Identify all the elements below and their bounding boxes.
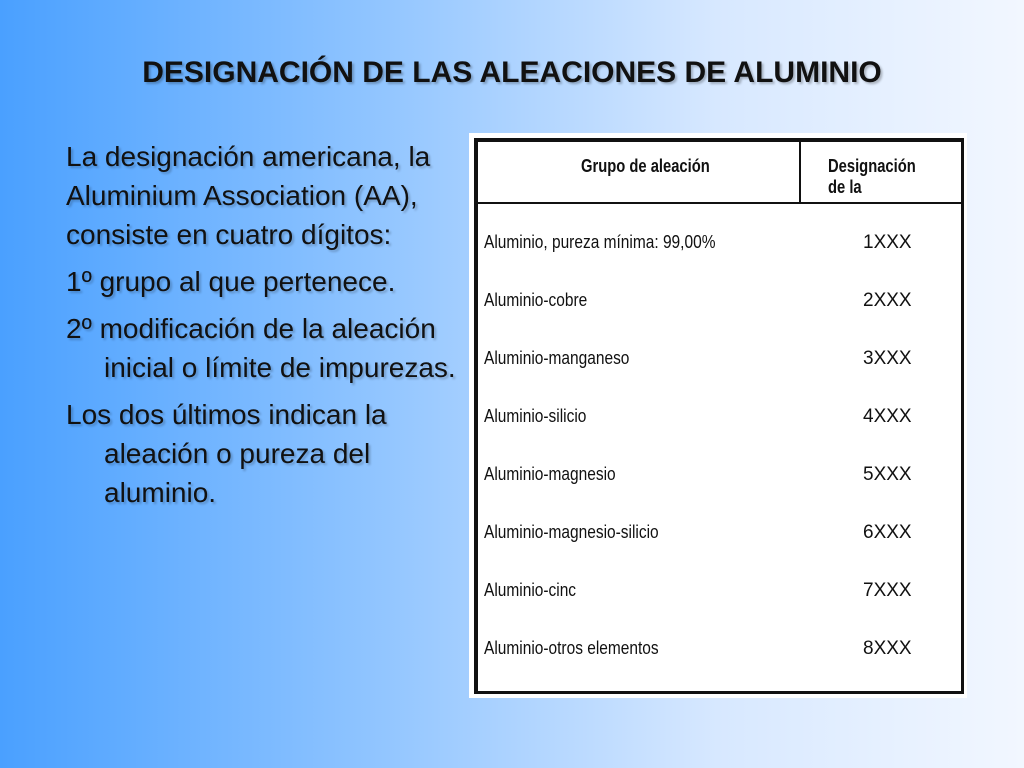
row-designation: 4XXX bbox=[863, 406, 912, 427]
table-row bbox=[478, 232, 961, 290]
row-designation: 7XXX bbox=[863, 580, 912, 601]
row-designation: 3XXX bbox=[863, 348, 912, 369]
row-group-name: Aluminio-magnesio bbox=[484, 464, 616, 484]
row-group-name: Aluminio-cobre bbox=[484, 290, 588, 310]
table-column-divider bbox=[799, 142, 801, 204]
row-designation: 2XXX bbox=[863, 290, 912, 311]
row-group-name: Aluminio-manganeso bbox=[484, 348, 630, 368]
paragraph-last-digits: Los dos últimos indican la aleación o pureza del aluminio. bbox=[66, 399, 387, 508]
row-designation: 5XXX bbox=[863, 464, 912, 485]
row-designation: 8XXX bbox=[863, 638, 912, 659]
table-frame bbox=[474, 138, 964, 694]
table-row bbox=[478, 580, 961, 638]
table-row bbox=[478, 290, 961, 348]
row-group-name: Aluminio-otros elementos bbox=[484, 638, 659, 658]
paragraph-first-digit: 1º grupo al que pertenece. bbox=[66, 266, 396, 297]
table-header-divider bbox=[478, 202, 961, 204]
table-row bbox=[478, 464, 961, 522]
table-row bbox=[478, 406, 961, 464]
table-row bbox=[478, 522, 961, 580]
row-group-name: Aluminio, pureza mínima: 99,00% bbox=[484, 232, 716, 252]
table-row bbox=[478, 348, 961, 406]
table-header-group: Grupo de aleación bbox=[581, 156, 710, 176]
row-designation: 6XXX bbox=[863, 522, 912, 543]
paragraph-second-digit: 2º modificación de la aleación inicial o límite de impurezas. bbox=[66, 313, 456, 383]
body-text bbox=[66, 137, 466, 520]
slide-title: DESIGNACIÓN DE LAS ALEACIONES DE ALUMINIO bbox=[142, 56, 882, 89]
paragraph-intro: La designación americana, la Aluminium Association (AA), consiste en cuatro dígitos: bbox=[66, 141, 431, 250]
table-row bbox=[478, 638, 961, 696]
row-group-name: Aluminio-silicio bbox=[484, 406, 587, 426]
designation-table bbox=[469, 133, 967, 698]
row-designation: 1XXX bbox=[863, 232, 912, 253]
table-header-designation: Designación de la bbox=[828, 156, 916, 197]
row-group-name: Aluminio-magnesio-silicio bbox=[484, 522, 659, 542]
row-group-name: Aluminio-cinc bbox=[484, 580, 577, 600]
